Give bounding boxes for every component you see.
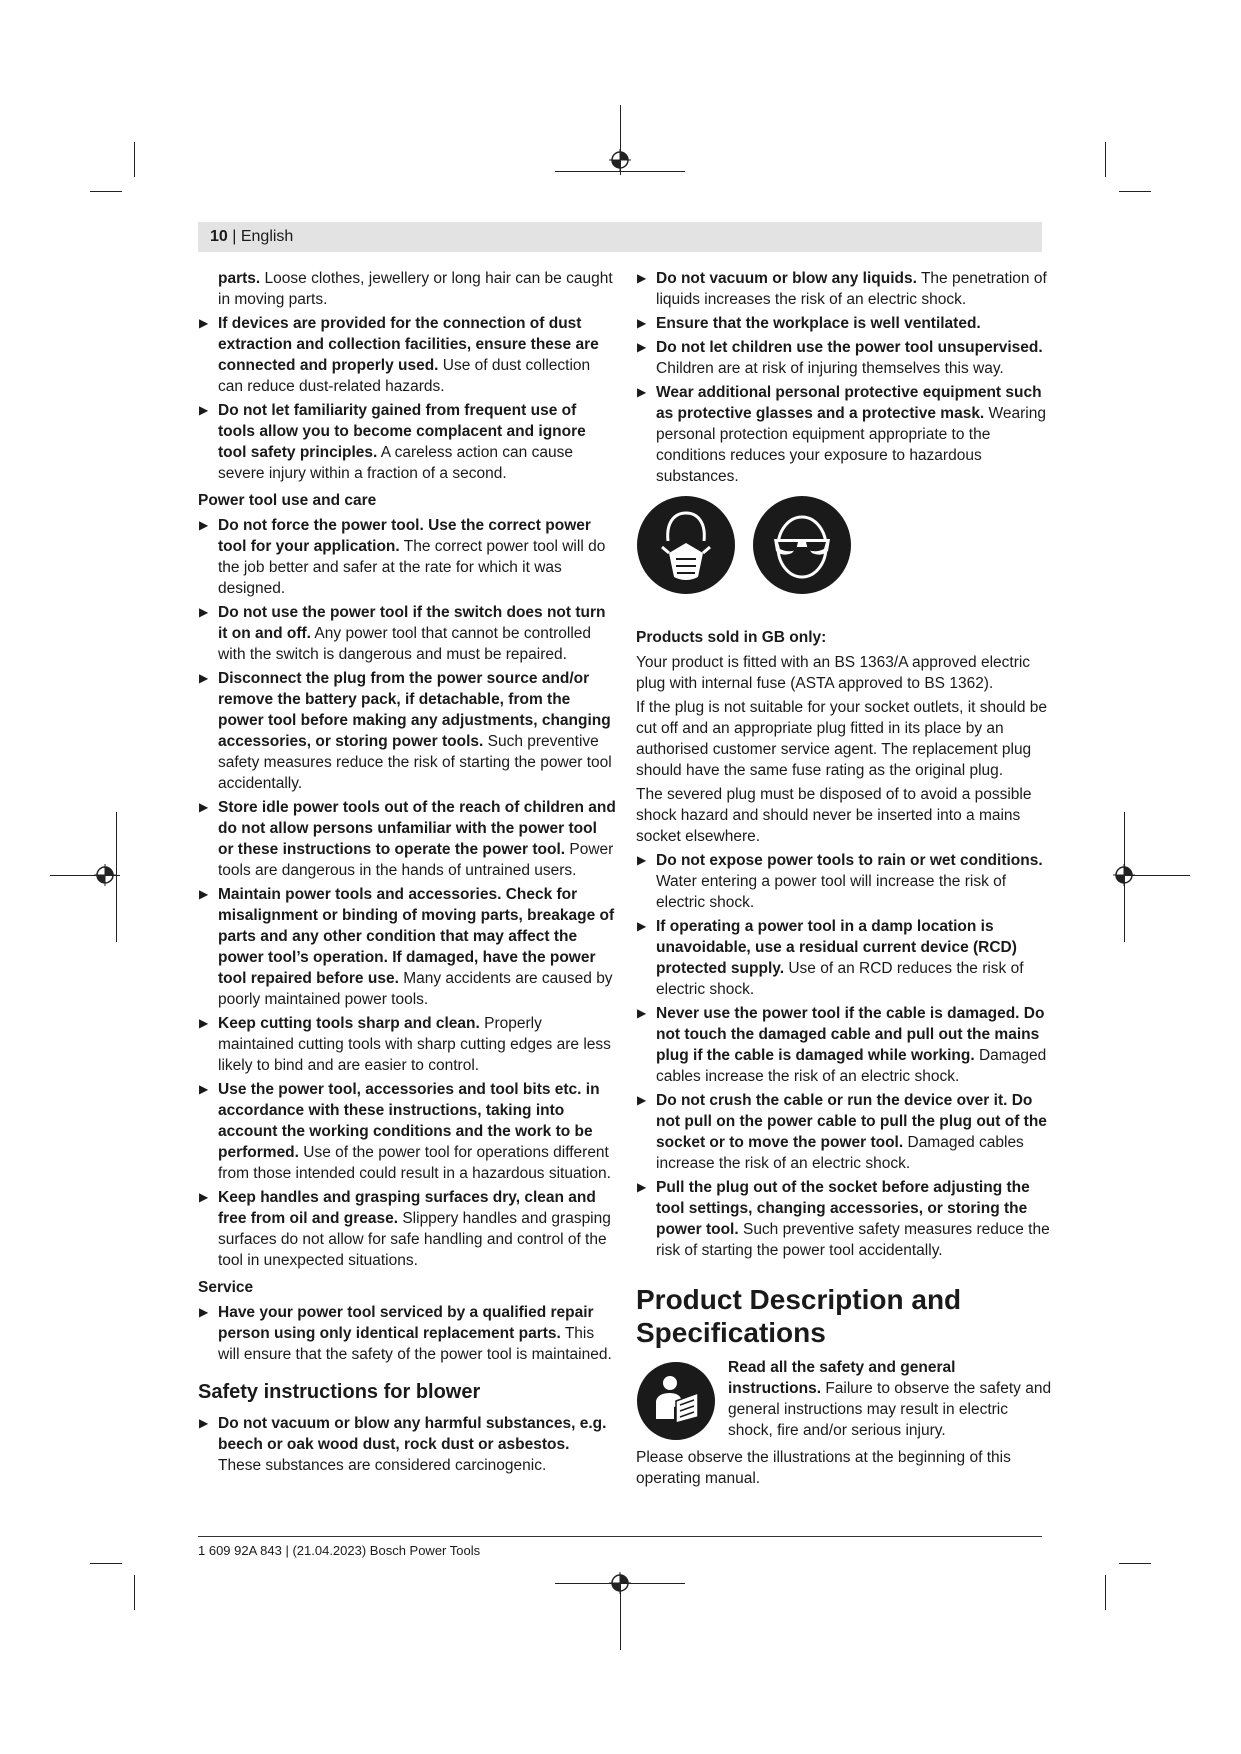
safety-item: ▶ Use the power tool, accessories and tool bits etc. in accordance with these instructions, taking into account the working conditions and the work to be performed. Use of the power tool for operations different from those intended could result in a hazardous situation. (199, 1081, 611, 1182)
safety-item: ▶ Do not vacuum or blow any harmful substances, e.g. beech or oak wood dust, rock dust or asbestos. These substances are considered carcinogenic. (199, 1415, 607, 1474)
gb-paragraph: If the plug is not suitable for your socket outlets, it should be cut off and an appropriate plug fitted in its place by an authorised customer service agent. The replacement plug should have the same fuse rating as the original plug. (636, 699, 1047, 779)
safety-item: ▶ Ensure that the workplace is well ventilated. (637, 315, 981, 332)
read-manual-icon (636, 1361, 716, 1441)
bullet-triangle-icon: ▶ (637, 853, 647, 867)
safety-glasses-icon (752, 495, 852, 595)
header-text (210, 228, 293, 246)
bullet-triangle-icon: ▶ (637, 340, 647, 354)
crop-mark (90, 1563, 122, 1564)
safety-item: ▶ Keep handles and grasping surfaces dry, clean and free from oil and grease. Slippery handles and grasping surfaces do not allow for safe handling and control of the tool in unexpected situations. (199, 1189, 611, 1269)
footer-divider (198, 1536, 1042, 1537)
bullet-triangle-icon: ▶ (199, 887, 209, 901)
gb-paragraph: The severed plug must be disposed of to avoid a possible shock hazard and should never be inserted into a mains socket elsewhere. (636, 786, 1032, 845)
bullet-triangle-icon: ▶ (199, 1016, 209, 1030)
safety-item: ▶ If operating a power tool in a damp location is unavoidable, use a residual current device (RCD) protected supply. Use of an RCD reduces the risk of electric shock. (637, 918, 1024, 998)
registration-line (555, 171, 685, 172)
bullet-triangle-icon: ▶ (637, 919, 647, 933)
safety-item: ▶ Have your power tool serviced by a qualified repair person using only identical replacement parts. This will ensure that the safety of the power tool is maintained. (199, 1304, 612, 1363)
bullet-triangle-icon: ▶ (199, 518, 209, 532)
continued-paragraph: parts. Loose clothes, jewellery or long hair can be caught in moving parts. (218, 270, 613, 308)
left-items-2 (198, 515, 616, 1271)
safety-item: ▶ Store idle power tools out of the reach of children and do not allow persons unfamiliar with the power tool or these instructions to operate the power tool. Power tools are dangerous in the hands of untrained users. (199, 799, 616, 879)
section-heading-power-tool-use: Power tool use and care (198, 492, 377, 509)
gb-paragraph: Your product is fitted with an BS 1363/A approved electric plug with internal fuse (ASTA approved to BS 1362). (636, 654, 1031, 692)
left-column (198, 268, 616, 1479)
bullet-triangle-icon: ▶ (637, 1006, 647, 1020)
bullet-triangle-icon: ▶ (637, 316, 647, 330)
bullet-triangle-icon: ▶ (199, 403, 209, 417)
crop-mark (1105, 142, 1106, 177)
safety-item: ▶ Do not crush the cable or run the device over it. Do not pull on the power cable to pull the plug out of the socket or to move the power tool. Damaged cables increase the risk of an electric shock. (637, 1092, 1047, 1172)
bullet-triangle-icon: ▶ (199, 800, 209, 814)
registration-mark-icon (609, 149, 631, 171)
bullet-triangle-icon: ▶ (637, 1180, 647, 1194)
left-items-4 (198, 1413, 616, 1476)
crop-mark (134, 1575, 135, 1610)
bullet-triangle-icon: ▶ (637, 1093, 647, 1107)
observe-illustrations-text: Please observe the illustrations at the beginning of this operating manual. (636, 1449, 1011, 1487)
safety-item: ▶ Do not force the power tool. Use the correct power tool for your application. The correct power tool will do the job better and safer at the rate for which it was designed. (199, 517, 606, 597)
header-separator: | (227, 228, 241, 245)
safety-item: ▶ Keep cutting tools sharp and clean. Properly maintained cutting tools with sharp cutting edges are less likely to bind and are easier to control. (199, 1015, 611, 1074)
registration-mark-icon (94, 864, 116, 886)
dust-mask-icon (636, 495, 736, 595)
crop-mark (1119, 191, 1151, 192)
bullet-triangle-icon: ▶ (199, 1305, 209, 1319)
ppe-icons-row (636, 495, 1052, 599)
right-column (636, 268, 1052, 1492)
product-description-heading: Product Description and Specifications (636, 1284, 962, 1348)
registration-mark-icon (609, 1572, 631, 1594)
page-footer: 1 609 92A 843 | (21.04.2023) Bosch Power Tools (198, 1543, 481, 1558)
safety-item: ▶ Wear additional personal protective equipment such as protective glasses and a protective mask. Wearing personal protection equipment appropriate to the conditions reduces your exposure to hazardous substances. (637, 384, 1046, 485)
bullet-triangle-icon: ▶ (637, 385, 647, 399)
header-language: English (240, 228, 294, 245)
registration-line (116, 812, 117, 942)
page-header (198, 222, 1042, 252)
read-instructions-block (636, 1357, 1052, 1443)
bullet-triangle-icon: ▶ (199, 316, 209, 330)
left-items-1 (198, 313, 616, 484)
bullet-triangle-icon: ▶ (199, 1416, 209, 1430)
crop-mark (90, 191, 122, 192)
safety-item: ▶ If devices are provided for the connection of dust extraction and collection facilities, ensure these are connected and properly used. Use of dust collection can reduce dust-related hazards. (199, 315, 599, 395)
section-heading-blower: Safety instructions for blower (198, 1381, 481, 1403)
bullet-triangle-icon: ▶ (637, 271, 647, 285)
crop-mark (134, 142, 135, 177)
safety-item: ▶ Do not use the power tool if the switch does not turn it on and off. Any power tool that cannot be controlled with the switch is dangerous and must be repaired. (199, 604, 606, 663)
bullet-triangle-icon: ▶ (199, 1082, 209, 1096)
safety-item: ▶ Do not expose power tools to rain or wet conditions. Water entering a power tool will increase the risk of electric shock. (637, 852, 1043, 911)
safety-item: ▶ Do not vacuum or blow any liquids. The penetration of liquids increases the risk of an electric shock. (637, 270, 1047, 308)
safety-item: ▶ Do not let familiarity gained from frequent use of tools allow you to become complacent and ignore tool safety principles. A careless action can cause severe injury within a fraction of a second. (199, 402, 586, 482)
registration-mark-icon (1113, 864, 1135, 886)
gb-heading: Products sold in GB only: (636, 629, 827, 646)
safety-item: ▶ Do not let children use the power tool unsupervised. Children are at risk of injuring themselves this way. (637, 339, 1043, 377)
read-instructions-text: Read all the safety and general instructions. Failure to observe the safety and general instructions may result in electric shock, fire and/or serious injury. (728, 1359, 1052, 1439)
page-number: 10 (210, 228, 228, 245)
left-items-3 (198, 1302, 616, 1365)
right-items-2 (636, 850, 1052, 1261)
bullet-triangle-icon: ▶ (199, 605, 209, 619)
crop-mark (1105, 1575, 1106, 1610)
right-items-1 (636, 268, 1052, 487)
bullet-triangle-icon: ▶ (199, 1190, 209, 1204)
safety-item: ▶ Pull the plug out of the socket before adjusting the tool settings, changing accessories, or storing the power tool. Such preventive safety measures reduce the risk of starting the power tool accidentally. (637, 1179, 1050, 1259)
safety-item: ▶ Never use the power tool if the cable is damaged. Do not touch the damaged cable and pull out the mains plug if the cable is damaged while working. Damaged cables increase the risk of an electric shock. (637, 1005, 1047, 1085)
safety-item: ▶ Maintain power tools and accessories. Check for misalignment or binding of moving parts, breakage of parts and any other condition that may affect the power tool’s operation. If damaged, have the power tool repaired before use. Many accidents are caused by poorly maintained power tools. (199, 886, 615, 1008)
bullet-triangle-icon: ▶ (199, 671, 209, 685)
safety-item: ▶ Disconnect the plug from the power source and/or remove the battery pack, if detachable, from the power tool before making any adjustments, changing accessories, or storing power tools. Such preventive safety measures reduce the risk of starting the power tool accidentally. (199, 670, 612, 792)
crop-mark (1119, 1563, 1151, 1564)
section-heading-service: Service (198, 1279, 254, 1296)
